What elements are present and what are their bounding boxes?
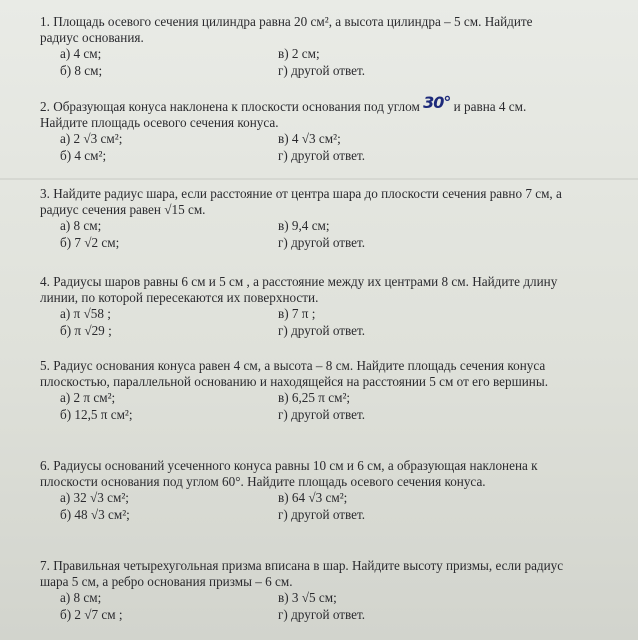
question-2-option-g: г) другой ответ. [278, 147, 366, 163]
question-6-option-a: а) 32 √3 см²; [60, 490, 129, 505]
question-7-stem: 7. Правильная четырехугольная призма вписана в шар. Найдите высоту призмы, если радиус шара 5 см, а ребро основания призмы – 6 см. [40, 558, 564, 589]
question-4-option-a: а) π √58 ; [60, 306, 111, 321]
question-3-option-a: а) 8 см; [60, 218, 102, 233]
question-7-option-a: а) 8 см; [60, 590, 102, 605]
question-2-stem-after: и равна 4 см. Найдите площадь осевого сечения конуса. [40, 99, 527, 130]
question-4-options [60, 306, 570, 338]
question-6 [40, 458, 570, 522]
question-1-option-g: г) другой ответ. [278, 62, 366, 78]
question-3-stem: 3. Найдите радиус шара, если расстояние от центра шара до плоскости сечения равно 7 см, а радиус сечения равен √15 см. [40, 186, 562, 217]
question-4-option-g: г) другой ответ. [278, 322, 366, 338]
question-2-option-b: б) 4 см²; [60, 147, 107, 163]
question-4-stem: 4. Радиусы шаров равны 6 см и 5 см , а расстояние между их центрами 8 см. Найдите длину линии, по которой пересекаются их поверхности. [40, 274, 558, 305]
question-3-option-g: г) другой ответ. [278, 234, 366, 250]
question-4-option-b: б) π √29 ; [60, 322, 112, 338]
question-7-option-b: б) 2 √7 см ; [60, 606, 123, 622]
question-3-option-v: в) 9,4 см; [278, 218, 330, 233]
question-6-stem: 6. Радиусы оснований усеченного конуса равны 10 см и 6 см, а образующая наклонена к плоскости основания под углом 60°. Найдите площадь осевого сечения конуса. [40, 458, 538, 489]
question-1-option-v: в) 2 см; [278, 46, 320, 61]
question-3-option-b: б) 7 √2 см; [60, 234, 120, 250]
question-7-options [60, 590, 570, 622]
question-5-stem: 5. Радиус основания конуса равен 4 см, а высота – 8 см. Найдите площадь сечения конуса плоскостью, параллельной основанию и находящейся на расстоянии 5 см от его вершины. [40, 358, 549, 389]
question-1-option-a: а) 4 см; [60, 46, 102, 61]
question-2-option-v: в) 4 √3 см²; [278, 131, 341, 146]
question-7 [40, 558, 570, 622]
question-6-option-g: г) другой ответ. [278, 506, 366, 522]
question-1-option-b: б) 8 см; [60, 62, 103, 78]
question-2-options [60, 131, 570, 163]
question-6-option-v: в) 64 √3 см²; [278, 490, 348, 505]
question-7-option-v: в) 3 √5 см; [278, 590, 337, 605]
question-1-stem: 1. Площадь осевого сечения цилиндра равна 20 см², а высота цилиндра – 5 см. Найдите радиус основания. [40, 14, 533, 45]
handwritten-angle: 30° [423, 93, 451, 112]
question-1 [40, 14, 570, 78]
question-5-option-v: в) 6,25 π см²; [278, 390, 351, 405]
question-5-options [60, 390, 570, 422]
question-5-option-g: г) другой ответ. [278, 406, 366, 422]
question-2-option-a: а) 2 √3 см²; [60, 131, 123, 146]
question-2-stem-before: 2. Образующая конуса наклонена к плоскости основания под углом [40, 99, 420, 114]
question-5-option-a: а) 2 π см²; [60, 390, 116, 405]
question-3-options [60, 218, 570, 250]
question-2-stem [40, 93, 570, 130]
question-1-options [60, 46, 570, 78]
question-4-option-v: в) 7 π ; [278, 306, 316, 321]
question-7-option-g: г) другой ответ. [278, 606, 366, 622]
question-5 [40, 358, 570, 422]
question-6-option-b: б) 48 √3 см²; [60, 506, 130, 522]
question-3 [40, 186, 570, 250]
question-2 [40, 93, 570, 163]
question-5-option-b: б) 12,5 π см²; [60, 406, 133, 422]
question-6-options [60, 490, 570, 522]
question-4 [40, 274, 570, 338]
